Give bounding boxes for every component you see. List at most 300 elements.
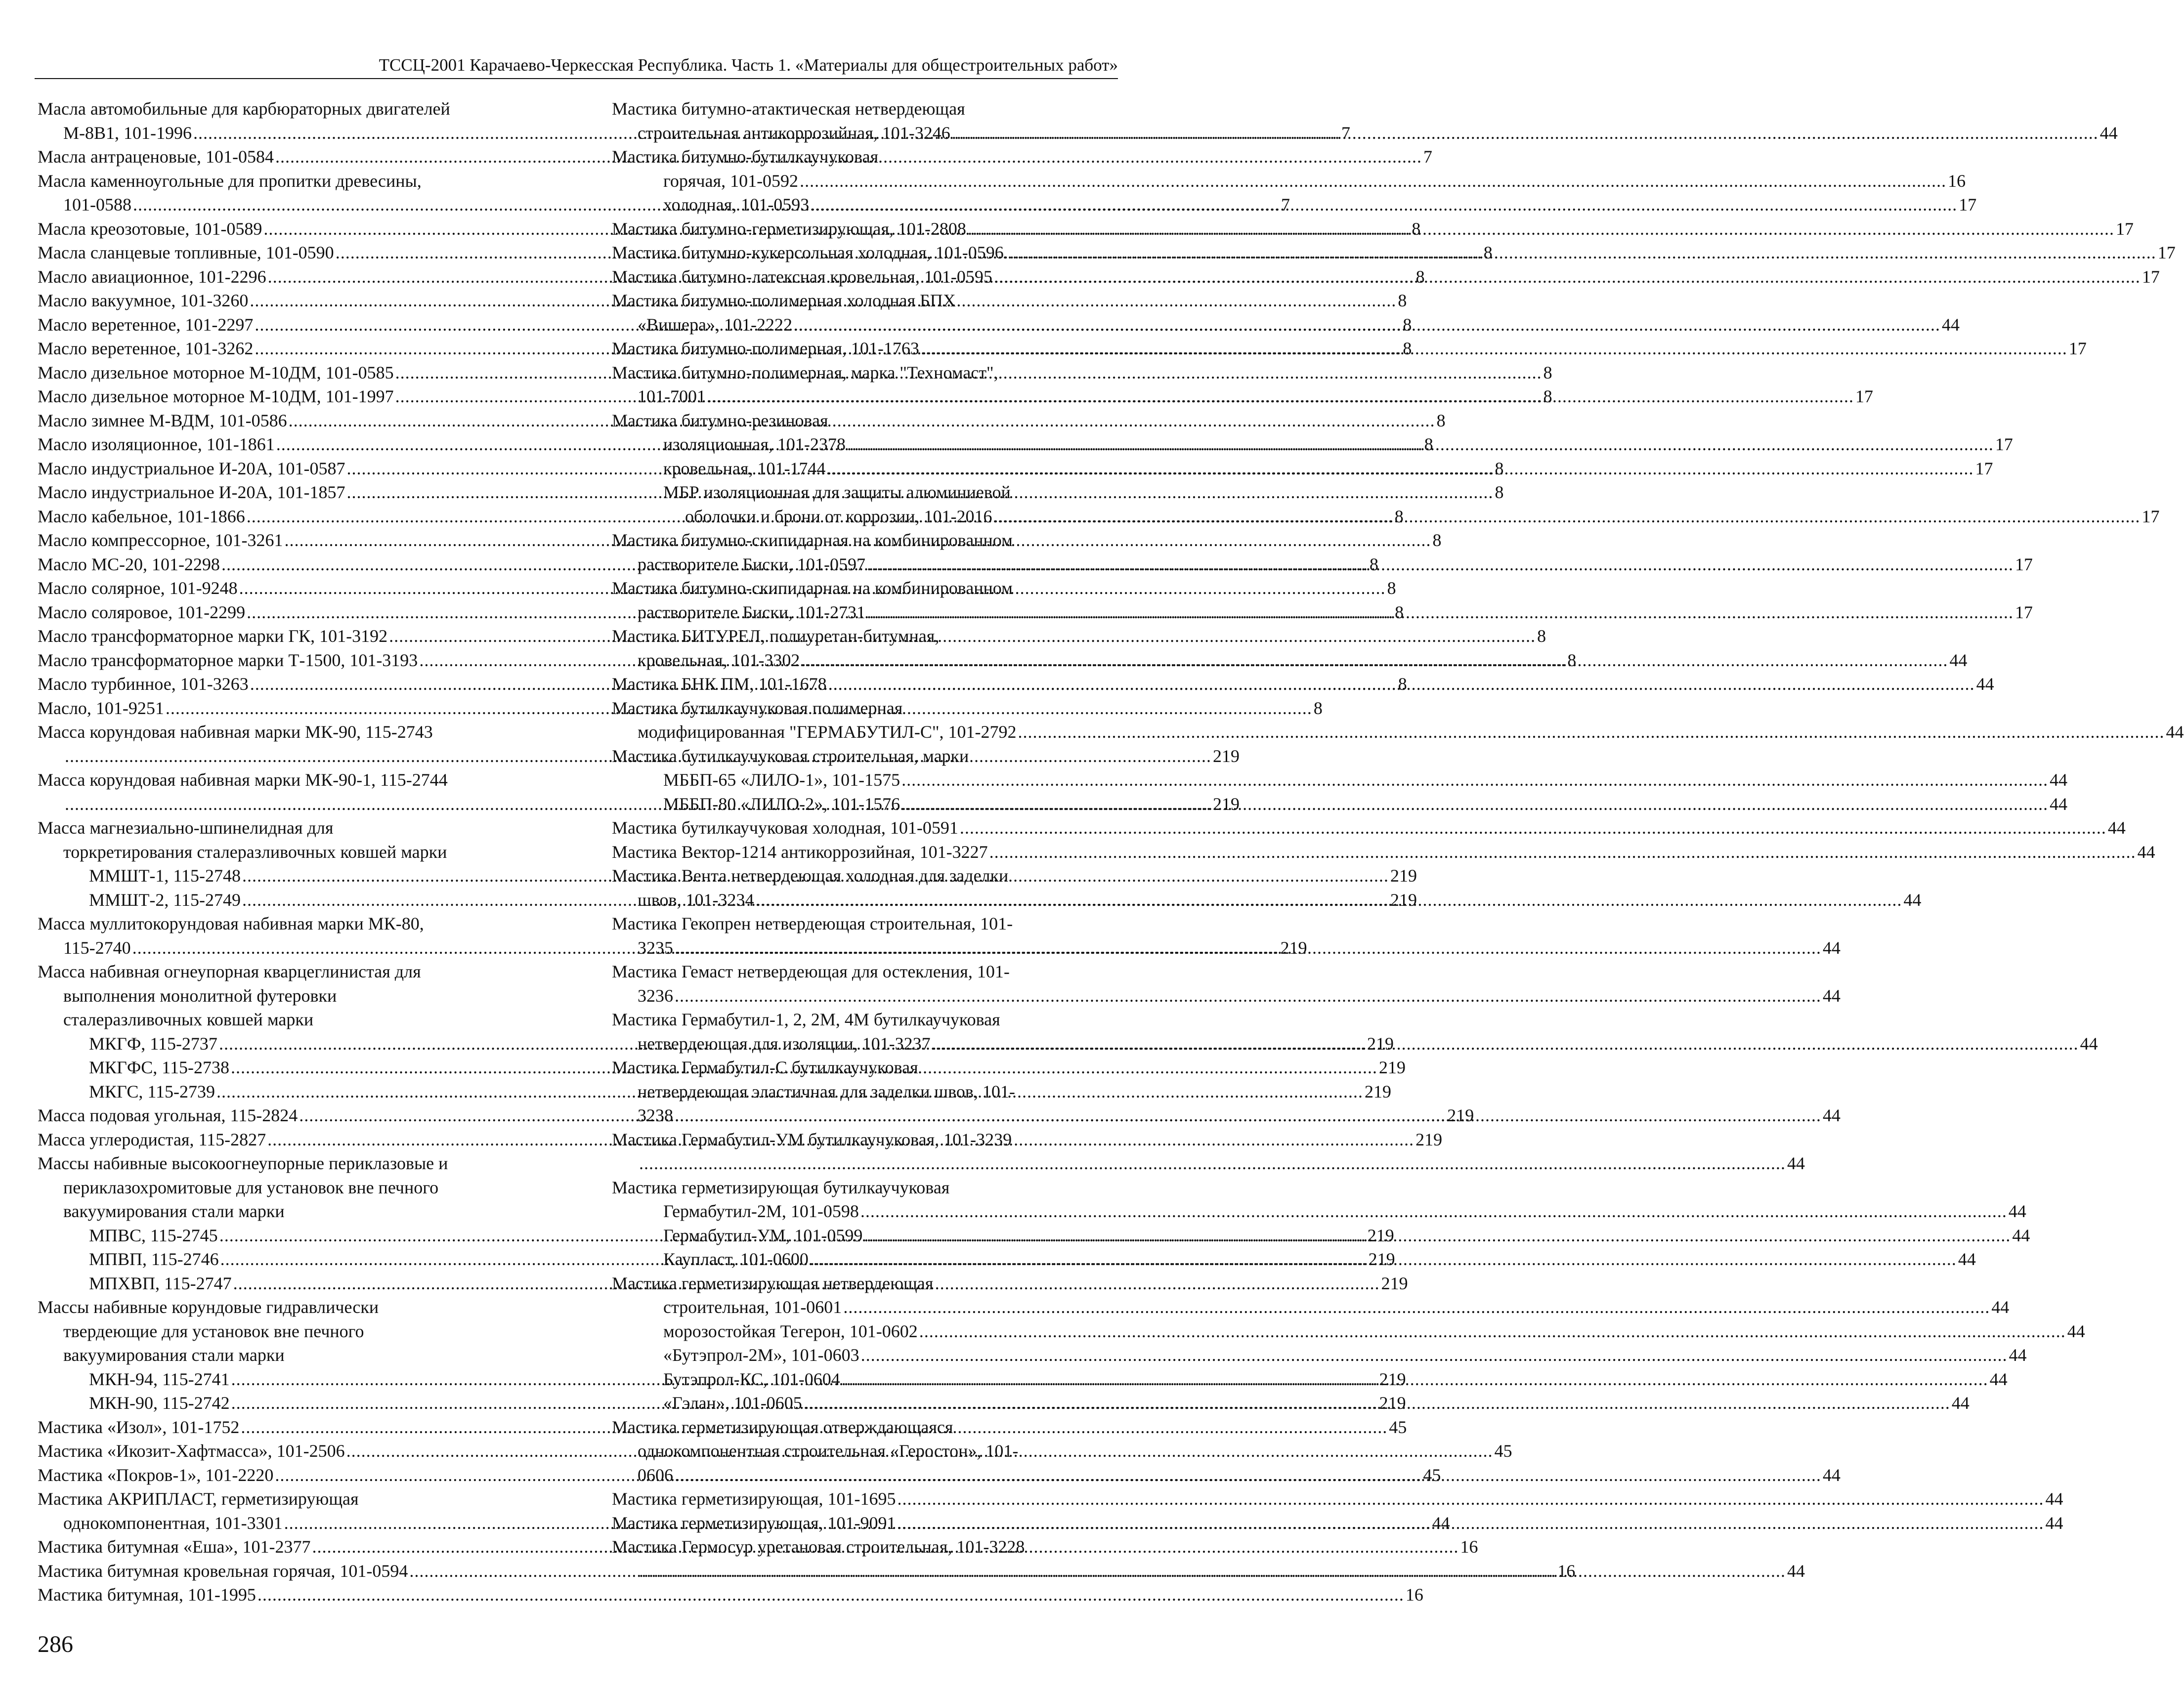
entry-page-number: 8 [1387, 578, 1396, 598]
entry-text: Мастика бутилкаучуковая строительная, марки [612, 746, 969, 766]
entry-text: Мастика «Икозит-Хафтмасса», 101-2506 [38, 1441, 345, 1461]
entry-text: Масло изоляционное, 101-1861 [38, 434, 275, 454]
index-entry [38, 912, 541, 936]
dot-leader [921, 337, 2067, 361]
entry-text: Мастика герметизирующая, 101-1695 [612, 1489, 896, 1509]
index-entry [38, 960, 541, 984]
entry-text: МБР изоляционная для защиты алюминиевой [663, 482, 1011, 502]
entry-page-number: 8 [1313, 698, 1323, 718]
entry-text: М-8В1, 101-1996 [63, 123, 192, 143]
index-entry [38, 1176, 541, 1200]
entry-text: 3235 [638, 937, 673, 958]
dot-leader [827, 457, 1973, 481]
entry-page-number: 8 [1567, 650, 1577, 670]
entry-text: Мастика Гекопрен нетвердеющая строительная, 101- [612, 914, 1013, 933]
running-header: ТССЦ-2001 Карачаево-Черкесская Республика. Часть 1. «Материалы для общестроительных работ» [379, 55, 1118, 75]
dot-leader [811, 193, 1957, 217]
entry-text: Масло, 101-9251 [38, 698, 164, 718]
entry-text: однокомпонентная строительная «Геростон», 101- [638, 1441, 1019, 1461]
entry-text: МББП-65 «ЛИЛО-1», 101-1575 [663, 770, 900, 790]
index-entry [612, 97, 1107, 121]
entry-page-number: 17 [2141, 266, 2160, 287]
dot-leader [989, 840, 2136, 864]
entry-page-number: 44 [1823, 937, 1841, 958]
dot-leader [794, 313, 1940, 337]
dot-leader [919, 1319, 2066, 1344]
entry-page-number: 8 [1398, 674, 1407, 694]
entry-page-number: 8 [1403, 314, 1412, 335]
entry-page-number: 44 [1823, 1105, 1841, 1125]
entry-text: Масла сланцевые топливные, 101-0590 [38, 243, 334, 262]
entry-text: Мастика битумная «Еша», 101-2377 [38, 1537, 311, 1557]
index-entry [612, 552, 2033, 577]
entry-text: Мастика Вента нетвердеющая холодная для заделки [612, 866, 1009, 886]
entry-text: Масло компрессорное, 101-3261 [38, 530, 283, 550]
entry-text: Масло солярное, 101-9248 [38, 578, 238, 598]
entry-page-number: 8 [1424, 434, 1433, 454]
index-entry [612, 816, 2126, 840]
entry-text: Мастика АКРИПЛАСТ, герметизирующая [38, 1489, 359, 1509]
entry-page-number: 44 [1823, 985, 1841, 1006]
entry-page-number: 219 [1415, 1129, 1443, 1149]
dot-leader [860, 1199, 2007, 1224]
dot-leader [932, 1032, 2079, 1056]
index-entry [612, 768, 2068, 792]
entry-page-number: 17 [1975, 458, 1993, 478]
dot-leader [901, 768, 2048, 792]
entry-text: МКГФС, 115-2738 [89, 1058, 229, 1077]
dot-leader [867, 600, 2013, 625]
entry-text: Масло трансформаторное марки ГК, 101-3192 [38, 626, 388, 646]
entry-text: Масло МС-20, 101-2298 [38, 554, 220, 574]
index-entry [612, 1319, 2085, 1344]
entry-page-number: 17 [1995, 434, 2013, 454]
entry-page-number: 219 [1378, 1058, 1406, 1077]
index-entry [38, 840, 541, 864]
index-entry [612, 1535, 1107, 1559]
entry-text: изоляционная, 101-2378 [663, 434, 846, 454]
entry-text: кровельная, 101-1744 [663, 458, 826, 478]
entry-page-number: 44 [2107, 818, 2126, 838]
dot-leader [639, 1559, 1786, 1583]
entry-text: «Гэлан», 101-0605 [663, 1393, 802, 1413]
entry-page-number: 44 [2137, 842, 2155, 862]
entry-page-number: 17 [1959, 195, 1977, 214]
entry-text: МКН-90, 115-2742 [89, 1393, 230, 1413]
entry-text: Масла каменноугольные для пропитки древесины, [38, 170, 422, 191]
index-entry [612, 528, 1107, 552]
entry-text: Мастика битумно-латексная кровельная, 101-0595 [612, 266, 992, 287]
entry-text: морозостойкая Тегерон, 101-0602 [663, 1321, 918, 1341]
index-entry [612, 600, 2033, 625]
entry-page-number: 17 [2015, 554, 2033, 574]
dot-leader [1010, 241, 2156, 265]
dot-leader [800, 169, 1946, 193]
entry-text: 101-0588 [63, 195, 131, 214]
page-number: 286 [38, 1631, 73, 1657]
entry-page-number: 44 [1941, 314, 1960, 335]
index-entry [612, 480, 1107, 505]
entry-text: холодная, 101-0593 [663, 195, 810, 214]
entry-text: Масло кабельное, 101-1866 [38, 506, 245, 526]
entry-page-number: 219 [1213, 794, 1240, 814]
entry-page-number: 8 [1403, 338, 1412, 358]
entry-text: Масса муллитокорундовая набивная марки МК-80, [38, 914, 424, 933]
index-entry [38, 1559, 1576, 1583]
entry-text: «Вишера», 101-2222 [638, 314, 792, 335]
index-entry [612, 672, 1994, 696]
entry-text: Мастика битумно-скипидарная на комбинированном [612, 578, 1013, 598]
index-entry [612, 337, 2087, 361]
entry-text: 3238 [638, 1105, 673, 1125]
entry-page-number: 44 [1787, 1153, 1805, 1173]
entry-text: Мастика бутилкаучуковая холодная, 101-0591 [612, 818, 958, 838]
entry-page-number: 16 [1557, 1561, 1576, 1581]
index-entry [612, 169, 1966, 193]
index-entry [612, 217, 2134, 241]
index-entry [612, 384, 1873, 409]
index-entry [38, 97, 541, 121]
entry-text: вакуумирования стали марки [63, 1345, 285, 1365]
entry-page-number: 219 [1379, 1393, 1406, 1413]
entry-page-number: 44 [2045, 1513, 2063, 1533]
entry-text: Масса корундовая набивная марки МК-90, 115-2743 [38, 722, 433, 742]
entry-text: Мастика БНК ПМ, 101-1678 [612, 674, 827, 694]
entry-page-number: 17 [2141, 506, 2160, 526]
entry-page-number: 219 [1280, 937, 1307, 958]
entry-page-number: 44 [1976, 674, 1994, 694]
index-entry [38, 1151, 541, 1176]
entry-text: 0606 [638, 1465, 673, 1485]
index-entry [38, 984, 541, 1008]
entry-text: Мастика Гермабутил-1, 2, 2М, 4М бутилкаучуковая [612, 1010, 1000, 1029]
dot-leader [864, 1224, 2011, 1248]
index-entry [612, 648, 1968, 673]
entry-text: твердеющие для установок вне печного [63, 1321, 364, 1341]
entry-text: Мастика герметизирующая, 101-9091 [612, 1513, 896, 1533]
entry-text: 115-2740 [63, 937, 131, 958]
entry-text: Мастика герметизирующая отверждающаяся [612, 1417, 953, 1437]
dot-leader [842, 1367, 1988, 1392]
entry-text: Масло соляровое, 101-2299 [38, 602, 246, 622]
entry-text: МПХВП, 115-2747 [89, 1273, 232, 1293]
entry-page-number: 44 [2012, 1225, 2030, 1245]
entry-text: нетвердеющая для изоляции, 101-3237 [638, 1033, 931, 1054]
dot-leader [898, 1511, 2044, 1535]
entry-page-number: 44 [2067, 1321, 2085, 1341]
entry-page-number: 44 [2050, 794, 2068, 814]
dot-leader [675, 984, 1821, 1008]
entry-page-number: 44 [1823, 1465, 1841, 1485]
dot-leader [960, 816, 2106, 840]
entry-text: МББП-80 «ЛИЛО-2», 101-1576 [663, 794, 900, 814]
entry-text: Мастика битумная, 101-1995 [38, 1585, 256, 1605]
index-entry [612, 1343, 2027, 1367]
index-entry [612, 1439, 1107, 1463]
entry-text: Масса подовая угольная, 115-2824 [38, 1105, 298, 1125]
entry-text: 3236 [638, 985, 673, 1006]
entry-page-number: 44 [1958, 1249, 1976, 1269]
entry-text: Масло дизельное моторное М-10ДМ, 101-0585 [38, 362, 394, 382]
entry-page-number: 17 [2115, 218, 2134, 239]
entry-page-number: 8 [1483, 243, 1493, 262]
entry-text: Мастика битумно-резиновая [612, 410, 828, 430]
index-entry [612, 505, 2160, 529]
index-entry [612, 457, 1993, 481]
entry-text: Мастика «Покров-1», 101-2220 [38, 1465, 274, 1485]
entry-text: однокомпонентная, 101-3301 [63, 1513, 283, 1533]
index-entry [612, 1511, 2063, 1535]
entry-page-number: 44 [2050, 770, 2068, 790]
index-entry [612, 960, 1107, 984]
entry-page-number: 219 [1390, 866, 1417, 886]
entry-page-number: 17 [2068, 338, 2087, 358]
entry-text: Масло трансформаторное марки Т-1500, 101-3193 [38, 650, 418, 670]
index-entry [612, 1056, 1107, 1080]
dot-leader [639, 1151, 1786, 1176]
index-entry [612, 145, 1107, 169]
entry-page-number: 44 [1991, 1297, 2010, 1317]
dot-leader [801, 648, 1948, 673]
entry-text: Масло зимнее М-ВДМ, 101-0586 [38, 410, 287, 430]
dot-leader [675, 1463, 1821, 1487]
entry-text: строительная, 101-0601 [663, 1297, 842, 1317]
entry-text: строительная антикоррозийная, 101-3246 [638, 123, 950, 143]
entry-page-number: 44 [2080, 1033, 2098, 1054]
entry-text: Массы набивные высокоогнеупорные периклазовые и [38, 1153, 448, 1173]
entry-text: нетвердеющая эластичная для заделки швов, 101- [638, 1081, 1015, 1101]
entry-text: Масла автомобильные для карбюраторных двигателей [38, 99, 450, 119]
entry-text: Мастика Гермабутил-УМ бутилкаучуковая, 101-3239 [612, 1129, 1012, 1149]
index-entry [38, 1295, 541, 1319]
entry-page-number: 219 [1379, 1369, 1406, 1389]
entry-page-number: 8 [1369, 554, 1378, 574]
entry-text: Масло турбинное, 101-3263 [38, 674, 249, 694]
index-entry [612, 1176, 1107, 1200]
index-entry [612, 912, 1107, 936]
entry-text: Гермабутил-2М, 101-0598 [663, 1201, 859, 1221]
entry-page-number: 7 [1341, 123, 1350, 143]
entry-text: Мастика битумно-герметизирующая, 101-2808 [612, 218, 966, 239]
entry-text: Мастика битумно-полимерная холодная БПХ [612, 291, 956, 310]
entry-page-number: 44 [1949, 650, 1968, 670]
entry-page-number: 219 [1390, 889, 1417, 910]
entry-text: Мастика Гемаст нетвердеющая для остекления, 101- [612, 962, 1010, 981]
entry-page-number: 45 [1494, 1441, 1512, 1461]
entry-text: Массы набивные корундовые гидравлически [38, 1297, 379, 1317]
entry-page-number: 16 [1948, 170, 1966, 191]
dot-leader [675, 1103, 1821, 1128]
entry-text: модифицированная "ГЕРМАБУТИЛ-С", 101-2792 [638, 722, 1017, 742]
entry-page-number: 8 [1412, 218, 1421, 239]
entry-page-number: 8 [1395, 602, 1404, 622]
index-entry [612, 289, 1107, 313]
entry-text: торкретирования сталеразливочных ковшей марки [63, 842, 447, 862]
index-entry [612, 1415, 1107, 1439]
entry-page-number: 8 [1394, 506, 1404, 526]
index-entry [38, 1343, 541, 1367]
entry-text: Мастика бутилкаучуковая полимерная [612, 698, 903, 718]
entry-page-number: 8 [1398, 291, 1407, 310]
entry-text: ММШТ-1, 115-2748 [89, 866, 241, 886]
entry-page-number: 8 [1495, 482, 1504, 502]
entry-page-number: 8 [1537, 626, 1546, 646]
entry-text: Мастика битумно-атактическая нетвердеющая [612, 99, 965, 119]
index-entry [612, 432, 2013, 457]
entry-page-number: 44 [2166, 722, 2184, 742]
index-entry [612, 696, 1107, 720]
index-entry [612, 1128, 1107, 1152]
entry-page-number: 8 [1415, 266, 1425, 287]
entry-page-number: 219 [1368, 1249, 1395, 1269]
index-entry [612, 864, 1107, 888]
index-entry [612, 313, 1960, 337]
entry-page-number: 8 [1543, 386, 1552, 406]
index-entry [38, 169, 541, 193]
dot-leader [861, 1343, 2008, 1367]
entry-text: ММШТ-2, 115-2749 [89, 889, 241, 910]
dot-leader [828, 672, 1975, 696]
entry-page-number: 8 [1436, 410, 1446, 430]
index-entry [38, 768, 541, 792]
entry-page-number: 7 [1281, 195, 1290, 214]
entry-text: Мастика Вектор-1214 антикоррозийная, 101-3227 [612, 842, 988, 862]
index-entry [38, 1487, 541, 1511]
entry-page-number: 44 [1903, 889, 1922, 910]
index-entry [612, 361, 1107, 385]
entry-page-number: 44 [1951, 1393, 1970, 1413]
entry-page-number: 44 [1432, 1513, 1450, 1533]
entry-text: швов, 101-3234 [638, 889, 754, 910]
entry-page-number: 8 [1495, 458, 1504, 478]
entry-text: растворителе Биски, 101-0597 [638, 554, 866, 574]
index-entry [612, 193, 1977, 217]
entry-text: Масло авиационное, 101-2296 [38, 266, 266, 287]
entry-text: Масса углеродистая, 115-2827 [38, 1129, 266, 1149]
index-entry [38, 816, 541, 840]
entry-text: Мастика битумно-кукерсольная холодная, 101-0596. [612, 243, 1008, 262]
entry-text: Масло веретенное, 101-3262 [38, 338, 254, 358]
entry-page-number: 45 [1389, 1417, 1407, 1437]
entry-text: Масса корундовая набивная марки МК-90-1, 115-2744 [38, 770, 448, 790]
entry-page-number: 219 [1381, 1273, 1408, 1293]
index-entry [612, 1271, 1107, 1296]
entry-page-number: 16 [1460, 1537, 1478, 1557]
dot-leader [755, 888, 1902, 912]
entry-text: Масса набивная огнеупорная кварцеглинистая для [38, 962, 421, 981]
entry-text: кровельная, 101-3302 [638, 650, 800, 670]
entry-page-number: 8 [1432, 530, 1442, 550]
dot-leader [994, 505, 2141, 529]
index-entry [612, 1295, 2010, 1319]
entry-text: 101-7001 [638, 386, 706, 406]
index-entry [612, 624, 1107, 648]
entry-text: Мастика битумно-бутилкаучуковая [612, 147, 879, 167]
header-rule [35, 78, 1118, 79]
index-entry [612, 1008, 1107, 1032]
index-entry [38, 1008, 541, 1032]
dot-leader [1018, 720, 2165, 744]
entry-text: Масло вакуумное, 101-3260 [38, 291, 249, 310]
dot-leader [901, 792, 2048, 816]
entry-text: Масла креозотовые, 101-0589 [38, 218, 262, 239]
index-entry [612, 1487, 2063, 1511]
entry-page-number: 219 [1213, 746, 1240, 766]
entry-page-number: 44 [1787, 1561, 1805, 1581]
entry-text: Мастика «Изол», 101-1752 [38, 1417, 240, 1437]
entry-text: «Бутэпрол-2М», 101-0603 [663, 1345, 859, 1365]
dot-leader [898, 1487, 2044, 1511]
entry-page-number: 17 [1855, 386, 1873, 406]
entry-page-number: 219 [1367, 1033, 1394, 1054]
entry-text: Мастика битумно-полимерная, марка "Техномаст", [612, 362, 998, 382]
index-entry [612, 1199, 2026, 1224]
entry-page-number: 16 [1405, 1585, 1423, 1605]
index-entry [38, 1319, 541, 1344]
dot-leader [968, 217, 2114, 241]
dot-leader [707, 384, 1854, 409]
entry-page-number: 44 [1989, 1369, 2008, 1389]
index-entry [38, 1199, 541, 1224]
entry-text: Масло индустриальное И-20А, 101-1857 [38, 482, 345, 502]
entry-text: Мастика Гермабутил-С бутилкаучуковая [612, 1058, 918, 1077]
entry-text: Масла антраценовые, 101-0584 [38, 147, 274, 167]
entry-text: Мастика БИТУРЕЛ, полиуретан-битумная, [612, 626, 940, 646]
entry-text: сталеразливочных ковшей марки [63, 1010, 314, 1029]
entry-page-number: 45 [1423, 1465, 1441, 1485]
entry-text: Каупласт, 101-0600 [663, 1249, 809, 1269]
entry-text: вакуумирования стали марки [63, 1201, 285, 1221]
dot-leader [952, 121, 2098, 145]
entry-text: Масло дизельное моторное М-10ДМ, 101-1997 [38, 386, 394, 406]
index-entry [612, 984, 1841, 1008]
entry-text: Мастика герметизирующая нетвердеющая [612, 1273, 934, 1293]
entry-page-number: 44 [2045, 1489, 2063, 1509]
entry-text: оболочки и брони от коррозии, 101-2016 [685, 506, 992, 526]
entry-page-number: 219 [1367, 1225, 1394, 1245]
dot-leader [867, 552, 2013, 577]
dot-leader [675, 936, 1821, 960]
dot-leader [810, 1247, 1957, 1271]
entry-page-number: 44 [2099, 123, 2118, 143]
entry-page-number: 17 [2015, 602, 2033, 622]
entry-text: Бутэпрол-КС, 101-0604 [663, 1369, 840, 1389]
dot-leader [843, 1295, 1990, 1319]
entry-text: Мастика битумная кровельная горячая, 101-0594 [38, 1561, 408, 1581]
entry-text: МКГС, 115-2739 [89, 1081, 215, 1101]
dot-leader [847, 432, 1994, 457]
dot-leader [994, 265, 2141, 289]
entry-page-number: 44 [2009, 1345, 2027, 1365]
entry-text: Масса магнезиально-шпинелидная для [38, 818, 334, 838]
entry-page-number: 219 [1365, 1081, 1392, 1101]
entry-text: горячая, 101-0592 [663, 170, 799, 191]
entry-text: Мастика битумно-полимерная, 101-1763 [612, 338, 919, 358]
entry-text: Масло индустриальное И-20А, 101-0587 [38, 458, 345, 478]
entry-page-number: 44 [2008, 1201, 2026, 1221]
entry-text: Мастика Гермосур уретановая строительная, 101-3228 [612, 1537, 1025, 1557]
index-entry [612, 840, 2155, 864]
entry-text: Масло веретенное, 101-2297 [38, 314, 254, 335]
entry-text: МКН-94, 115-2741 [89, 1369, 230, 1389]
index-entry [612, 241, 2176, 265]
entry-text: Гермабутил-УМ, 101-0599 [663, 1225, 863, 1245]
index-entry [38, 1583, 1423, 1607]
entry-text: Мастика герметизирующая бутилкаучуковая [612, 1177, 950, 1197]
entry-page-number: 17 [2157, 243, 2176, 262]
index-entry [612, 265, 2160, 289]
entry-text: МКГФ, 115-2737 [89, 1033, 217, 1054]
